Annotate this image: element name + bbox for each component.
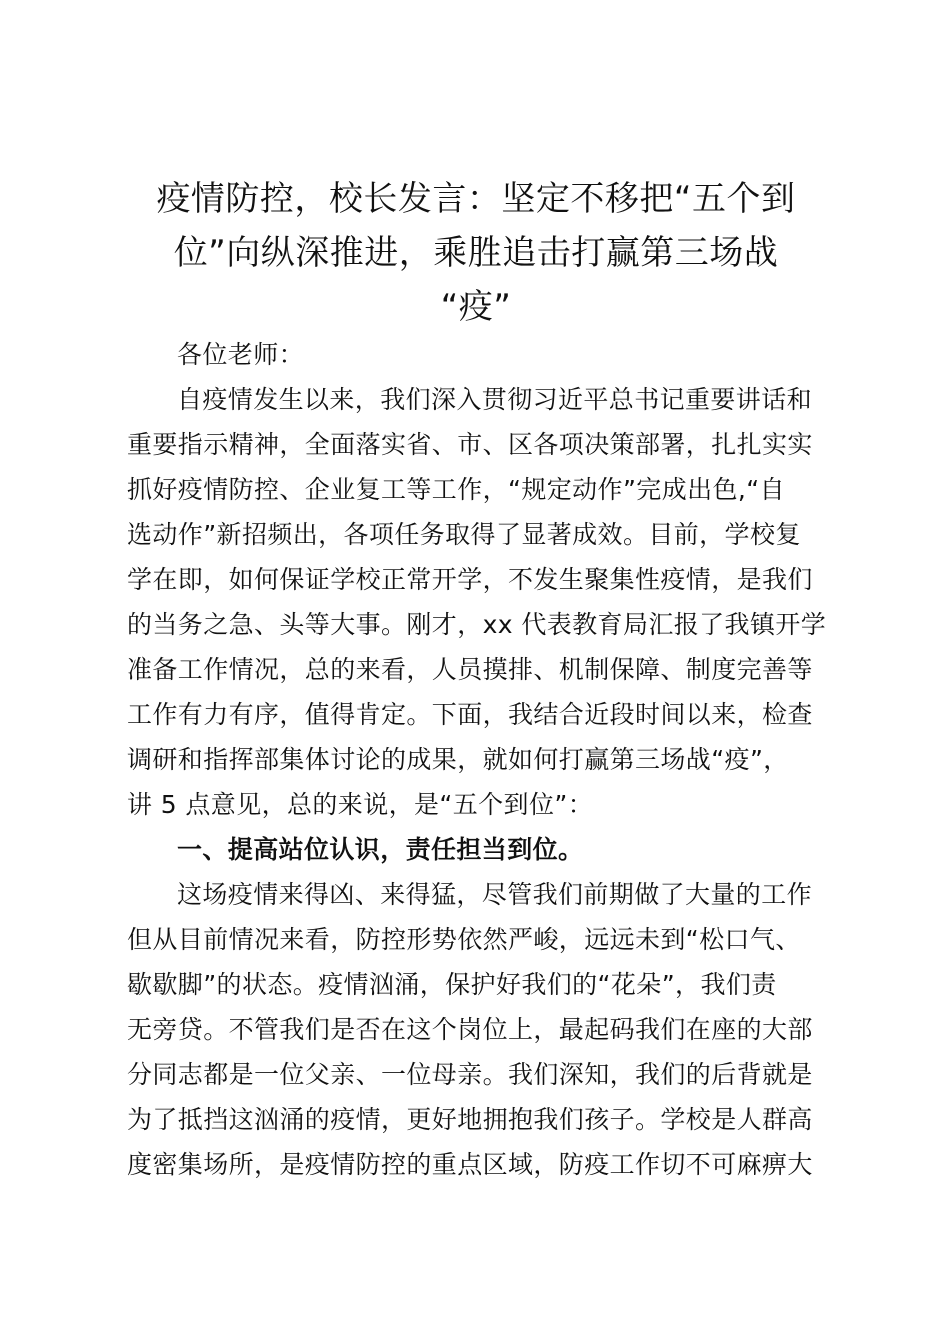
paragraph-line: 这场疫情来得凶、来得猛，尽管我们前期做了大量的工作: [177, 880, 813, 909]
title-line: 位”向纵深推进，乘胜追击打赢第三场战: [173, 233, 779, 273]
paragraph-1: [127, 377, 837, 827]
section-heading: 一、提高站位认识，责任担当到位。: [177, 835, 584, 864]
document-title: [120, 172, 832, 334]
paragraph-line: 自疫情发生以来，我们深入贯彻习近平总书记重要讲话和: [177, 385, 813, 414]
paragraph-line: 学在即，如何保证学校正常开学，不发生聚集性疫情，是我们: [127, 565, 813, 594]
paragraph-line: 为了抵挡这汹涌的疫情，更好地拥抱我们孩子。学校是人群高: [127, 1105, 813, 1134]
document-body: [127, 332, 837, 1187]
paragraph-line: 度密集场所，是疫情防控的重点区域，防疫工作切不可麻痹大: [127, 1150, 813, 1179]
title-line: “疫”: [440, 287, 512, 327]
paragraph-line: 准备工作情况，总的来看，人员摸排、机制保障、制度完善等: [127, 655, 813, 684]
paragraph-line: 分同志都是一位父亲、一位母亲。我们深知，我们的后背就是: [127, 1060, 813, 1089]
paragraph-2: [127, 872, 837, 1187]
paragraph-line: 选动作”新招频出，各项任务取得了显著成效。目前，学校复: [127, 520, 801, 549]
paragraph-line: 重要指示精神，全面落实省、市、区各项决策部署，扎扎实实: [127, 430, 813, 459]
paragraph-line: 工作有力有序，值得肯定。下面，我结合近段时间以来，检查: [127, 700, 813, 729]
title-line: 疫情防控，校长发言：坚定不移把“五个到: [156, 179, 796, 219]
salutation: 各位老师：: [177, 340, 305, 369]
paragraph-line: 歇歇脚”的状态。疫情汹涌，保护好我们的“花朵”，我们责: [127, 970, 777, 999]
paragraph-line: 讲 5 点意见，总的来说，是“五个到位”：: [127, 790, 594, 819]
paragraph-line: 的当务之急、头等大事。刚才，xx 代表教育局汇报了我镇开学: [127, 610, 827, 639]
paragraph-line: 抓好疫情防控、企业复工等工作，“规定动作”完成出色,“自: [127, 475, 786, 504]
paragraph-line: 无旁贷。不管我们是否在这个岗位上，最起码我们在座的大部: [127, 1015, 813, 1044]
paragraph-line: 调研和指挥部集体讨论的成果，就如何打赢第三场战“疫”，: [127, 745, 789, 774]
paragraph-line: 但从目前情况来看，防控形势依然严峻，远远未到“松口气、: [127, 925, 801, 954]
